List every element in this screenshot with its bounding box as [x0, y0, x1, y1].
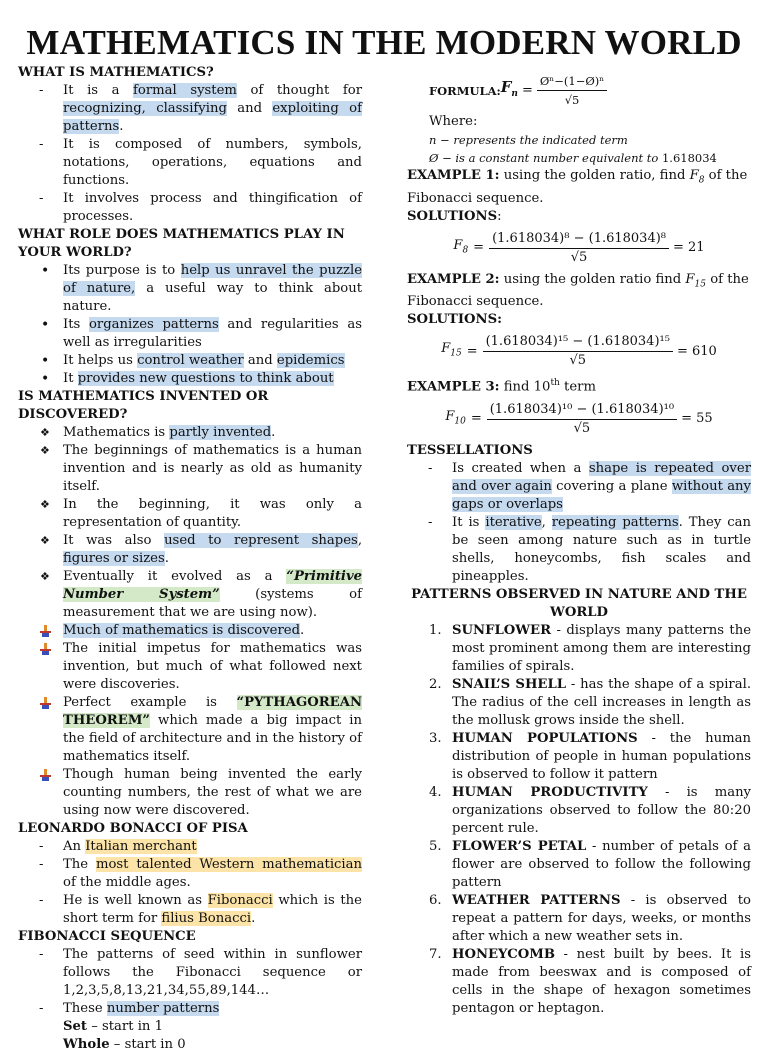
formula-fraction: $\frac{\text{Øⁿ−(1−Ø)ⁿ}}{√5}$: [537, 72, 607, 109]
highlight: number patterns: [106, 1001, 220, 1016]
pin-bullet-icon: [40, 625, 51, 637]
section-heading-role: WHAT ROLE DOES MATHEMATICS PLAY IN YOUR WORLD?: [18, 227, 345, 260]
highlight: repeating patterns: [551, 514, 679, 530]
list-item: 1. SUNFLOWER - displays many patterns the most prominent among them are interesting families of spirals.: [429, 622, 751, 674]
discovered-list: [18, 622, 362, 820]
list-item: ❖ Eventually it evolved as a “Primitive Number System” (systems of measurement that we are using now).: [18, 568, 362, 622]
highlight: partly invented: [169, 425, 272, 440]
pin-bullet-icon: [40, 643, 51, 655]
list-item: 4. HUMAN PRODUCTIVITY - is many organizations observed to follow the 80:20 percent rule.: [429, 784, 752, 836]
highlight: figures or sizes: [63, 551, 165, 566]
example-3: EXAMPLE 3: find 10th term: [407, 378, 596, 395]
list-item: 2. SNAIL’S SHELL - has the shape of a spiral. The radius of the cell increases in length as the mollusk grows inside the shell.: [429, 676, 752, 728]
list-item: 3. HUMAN POPULATIONS - the human distribution of people in human populations is observed to follow it pattern: [429, 730, 751, 782]
pin-bullet-icon: [40, 769, 51, 781]
highlight: organizes patterns: [88, 317, 219, 332]
list-item: - It is iterative, repeating patterns. They can be seen among nature such as in turtle shells, honeycombs, fish scales and pineapples.: [407, 514, 751, 586]
highlight: recognizing, classifying: [63, 101, 227, 116]
where-phi: Ø − is a constant number equivalent to 1.618034: [429, 151, 717, 165]
highlight: most talented Western mathematician: [95, 857, 362, 872]
equation-1: $F_8$ = $\frac{\text{(1.618034)⁸ − (1.618034)⁸}}{√5}$ = 21: [453, 230, 705, 265]
equation-3: $F_{10}$ = $\frac{\text{(1.618034)¹⁰ − (1.618034)¹⁰}}{√5}$ = 55: [445, 401, 713, 436]
section-heading-invented: IS MATHEMATICS INVENTED OR DISCOVERED?: [18, 389, 269, 422]
list-item: ❖ It was also used to represent shapes, figures or sizes.: [18, 532, 362, 568]
list-item: • It provides new questions to think about: [18, 370, 362, 388]
highlight: control weather: [137, 353, 244, 368]
highlight: without any gaps or overlaps: [452, 478, 752, 512]
section-heading-fibonacci: FIBONACCI SEQUENCE: [18, 929, 196, 944]
highlight: provides new questions to think about: [77, 371, 334, 386]
section-heading-tessellations: TESSELLATIONS: [407, 442, 533, 458]
highlight: used to represent shapes: [164, 533, 358, 548]
list-item: - An Italian merchant: [18, 838, 362, 856]
equation-2: $F_{15}$ = $\frac{\text{(1.618034)¹⁵ − (1.618034)¹⁵}}{√5}$ = 610: [441, 334, 717, 369]
where-label: Where:: [429, 114, 478, 129]
highlight: epidemics: [276, 353, 345, 368]
list-item: - Is created when a shape is repeated over and over again covering a plane without any gaps or overlaps: [407, 460, 751, 514]
list-item: • It helps us control weather and epidemics: [18, 352, 362, 370]
list-item: ❖ The beginnings of mathematics is a human invention and is nearly as old as humanity itself.: [18, 442, 362, 496]
pin-bullet-icon: [40, 697, 51, 709]
highlight: filius Bonacci: [161, 911, 252, 926]
invented-list: [18, 424, 362, 622]
fibonacci-list: [18, 946, 362, 1054]
solutions-label-2: SOLUTIONS:: [407, 312, 502, 328]
left-column: [18, 64, 362, 1054]
list-item: - It involves process and thingification of processes.: [18, 190, 362, 226]
highlight: formal system: [133, 83, 237, 98]
highlight: iterative: [485, 514, 542, 530]
list-item: - It is a formal system of thought for recognizing, classifying and exploiting of patterns.: [18, 82, 362, 136]
list-item: • Its organizes patterns and regularities as well as irregularities: [18, 316, 362, 352]
leonardo-list: [18, 838, 362, 928]
page-title: MATHEMATICS IN THE MODERN WORLD: [26, 23, 742, 62]
list-item: 5. FLOWER’S PETAL - number of petals of a flower are observed to follow the following pattern: [429, 838, 752, 890]
highlight: exploiting of patterns: [63, 101, 362, 134]
list-item: - The most talented Western mathematician of the middle ages.: [18, 856, 362, 892]
highlight: Italian merchant: [85, 839, 197, 854]
list-item: - He is well known as Fibonacci which is the short term for filius Bonacci.: [18, 892, 362, 928]
list-item: 6. WEATHER PATTERNS - is observed to repeat a pattern for days, weeks, or months after which a new weather sets in.: [429, 892, 751, 944]
highlight: “Primitive Number System”: [63, 569, 362, 602]
solutions-label: SOLUTIONS:: [407, 208, 502, 224]
list-item: Much of mathematics is discovered.: [18, 622, 362, 640]
tessellations-list: [407, 460, 751, 586]
list-item: Though human being invented the early counting numbers, the rest of what we are using now were discovered.: [18, 766, 362, 820]
what-is-math-list: [18, 82, 362, 226]
highlight: “PYTHAGOREAN THEOREM”: [63, 695, 362, 728]
where-n: n − represents the indicated term: [429, 133, 628, 147]
list-item: ❖ In the beginning, it was only a representation of quantity.: [18, 496, 362, 532]
role-list: [18, 262, 362, 388]
section-heading-what-is-math: WHAT IS MATHEMATICS?: [18, 65, 214, 80]
list-item: Perfect example is “PYTHAGOREAN THEOREM” which made a big impact in the field of architecture and in the history of mathematics itself.: [18, 694, 362, 766]
list-item: • Its purpose is to help us unravel the puzzle of nature, a useful way to think about nature.: [18, 262, 362, 316]
section-heading-patterns: PATTERNS OBSERVED IN NATURE AND THE WORLD: [411, 586, 747, 620]
list-item: - It is composed of numbers, symbols, notations, operations, equations and functions.: [18, 136, 362, 190]
example-2: EXAMPLE 2: using the golden ratio find $F_{15}$ of the Fibonacci sequence.: [407, 271, 749, 310]
whole-line: Whole – start in 0: [63, 1037, 186, 1052]
list-item: The initial impetus for mathematics was invention, but much of what followed next were discoveries.: [18, 640, 362, 694]
list-item: - These number patterns Set – start in 1 Whole – start in 0: [18, 1000, 362, 1054]
formula: FORMULA: $F_n$ = $\frac{\text{Øⁿ−(1−Ø)ⁿ}}{√5}$: [429, 72, 751, 109]
right-column: [407, 72, 751, 1018]
highlight: help us unravel the puzzle of nature,: [63, 263, 362, 296]
highlight: Fibonacci: [207, 893, 273, 908]
example-1: EXAMPLE 1: using the golden ratio, find $F_8$ of the Fibonacci sequence.: [407, 168, 748, 206]
patterns-list: [407, 622, 751, 1018]
list-item: 7. HONEYCOMB - nest built by bees. It is made from beeswax and is composed of cells in the shape of hexagon sometimes pentagon or heptagon.: [429, 946, 751, 1016]
set-line: Set – start in 1: [63, 1019, 164, 1034]
highlight: shape is repeated over and over again: [452, 460, 751, 494]
list-item: - The patterns of seed within in sunflower follows the Fibonacci sequence or 1,2,3,5,8,13,21,34,55,89,144…: [18, 946, 362, 1000]
list-item: ❖ Mathematics is partly invented.: [18, 424, 362, 442]
highlight: Much of mathematics is discovered: [63, 623, 301, 638]
section-heading-leonardo: LEONARDO BONACCI OF PISA: [18, 821, 248, 836]
